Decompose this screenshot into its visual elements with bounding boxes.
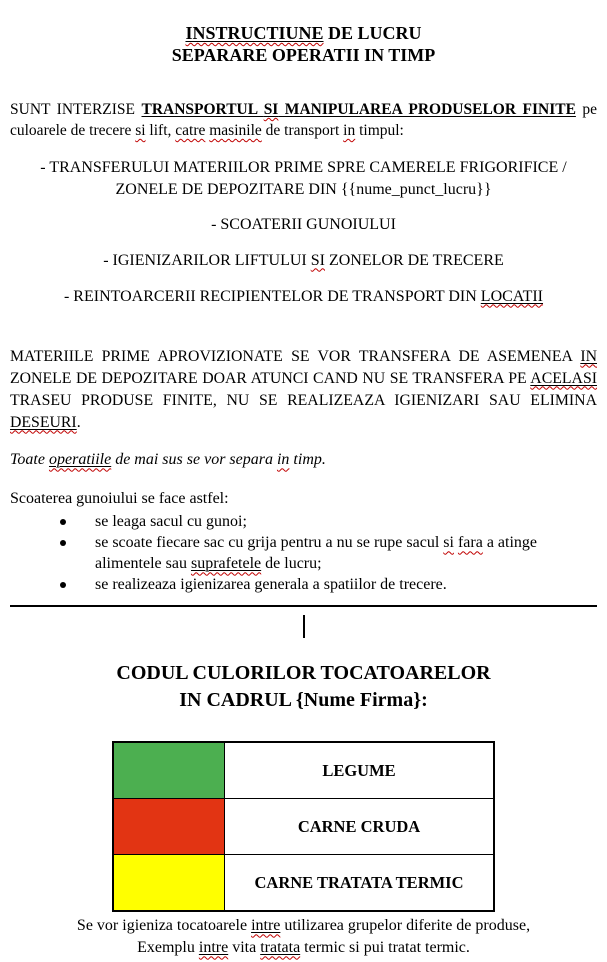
forbidden-phrase: TRANSPORTUL SI MANIPULAREA PRODUSELOR FINITE [141, 101, 576, 118]
raw-materials-paragraph: MATERIILE PRIME APROVIZIONATE SE VOR TRANSFERA DE ASEMENEA IN ZONELE DE DEPOZITARE DOAR ATUNCI CAND NU SE TRANSFERA PE ACELASI TRASEU PRODUSE FINITE, NU SE REALIZEAZA IGIENIZARI SAU ELIMINA DESEURI. [10, 347, 597, 431]
bullet-item: se leaga sacul cu gunoi; [10, 511, 597, 532]
horizontal-divider [10, 605, 597, 607]
bullet-dot [60, 519, 66, 525]
list-item-cleaning: - IGIENIZARILOR LIFTULUI SI ZONELOR DE TRECERE [103, 251, 504, 269]
garbage-section-heading: Scoaterea gunoiului se face astfel: [10, 490, 229, 508]
bullet-item: se scoate fiecare sac cu grija pentru a nu se rupe sacul si fara a atinge alimentele sau suprafetele de lucru; [10, 532, 597, 574]
color-code-title-line2: IN CADRUL {Nume Firma}: [179, 689, 428, 712]
color-swatch-yellow [113, 855, 225, 912]
list-item-transfer: - TRANSFERULUI MATERIILOR PRIME SPRE CAMERELE FRIGORIFICE / ZONELE DE DEPOZITARE DIN {{nume_punct_lucru}} [40, 158, 567, 198]
table-row-carne-tratata [113, 855, 494, 912]
italic-note: Toate operatiile de mai sus se vor separa in timp. [10, 451, 326, 469]
list-item-containers: - REINTOARCERII RECIPIENTELOR DE TRANSPORT DIN LOCATII [63, 287, 544, 305]
document-title [10, 22, 597, 66]
color-code-title-line1: CODUL CULORILOR TOCATOARELOR [116, 662, 491, 685]
garbage-bullet-list [10, 511, 597, 595]
document-title-line2: SEPARARE OPERATII IN TIMP [171, 45, 436, 65]
table-cell-label: CARNE TRATATA TERMIC [225, 855, 495, 912]
document-page [0, 22, 607, 962]
color-swatch-red [113, 799, 225, 855]
footer-line2: Exemplu intre vita tratata termic si pui tratat termic. [137, 939, 470, 957]
underlined-word: INSTRUCTIUNE [185, 23, 324, 43]
intro-paragraph: SUNT INTERZISE TRANSPORTUL SI MANIPULAREA PRODUSELOR FINITE pe culoarele de trecere si lift, catre masinile de transport in timpul: [10, 101, 598, 139]
section-break-marker [303, 615, 305, 638]
bullet-dot [60, 582, 66, 588]
hygiene-footer-note [10, 915, 597, 959]
footer-line1: Se vor igieniza tocatoarele intre utilizarea grupelor diferite de produse, [76, 917, 531, 935]
table-cell-label: CARNE CRUDA [225, 799, 495, 855]
list-item-garbage: - SCOATERII GUNOIULUI [211, 215, 396, 233]
table-row-legume [113, 742, 494, 799]
color-swatch-green [113, 742, 225, 799]
document-title-line1: INSTRUCTIUNE DE LUCRU [185, 23, 422, 43]
table-row-carne-cruda [113, 799, 494, 855]
color-code-table [112, 741, 495, 912]
template-variable: {{nume_punct_lucru}} [340, 180, 492, 198]
table-cell-label: LEGUME [225, 742, 495, 799]
bullet-dot [60, 540, 66, 546]
color-code-title [10, 660, 597, 714]
bullet-item: se realizeaza igienizarea generala a spatiilor de trecere. [10, 574, 597, 595]
